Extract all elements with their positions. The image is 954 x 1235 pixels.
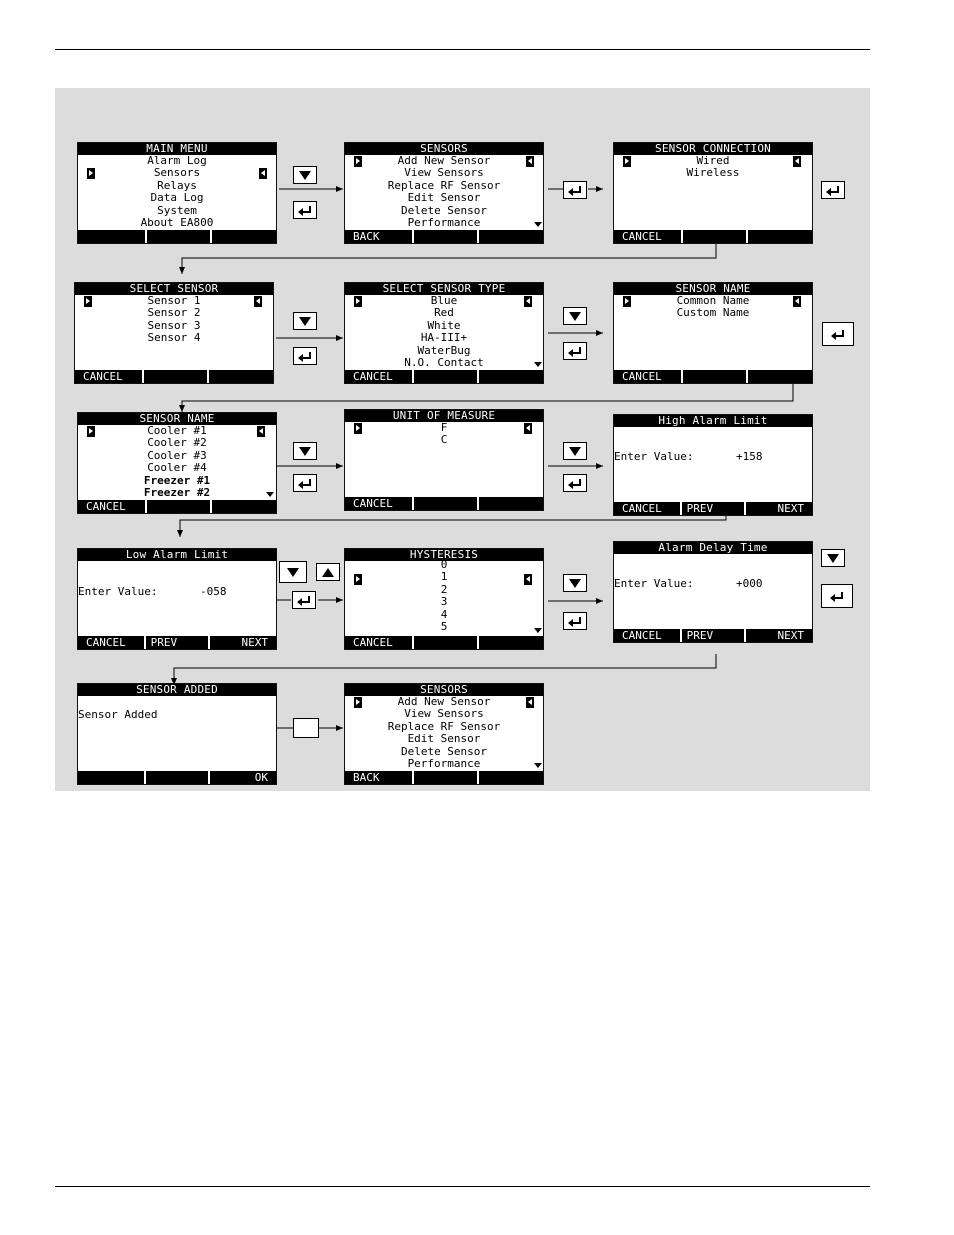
screen-title: Alarm Delay Time [614,542,812,554]
menu-item-replace-rf-sensor[interactable]: Replace RF Sensor [387,719,501,733]
down-key[interactable] [821,549,845,567]
entry-value[interactable]: +158 [736,450,763,463]
screen-sensor-name [613,282,813,384]
up-arrow-icon [322,568,334,577]
scroll-down-icon [534,763,542,768]
screen-unit-of-measure [344,409,544,511]
screen-title: Low Alarm Limit [78,549,276,561]
softkey-cancel[interactable]: CANCEL [353,497,393,510]
enter-icon [298,479,312,488]
enter-key[interactable] [293,347,317,365]
enter-key[interactable] [563,474,587,492]
enter-icon [298,352,312,361]
softkey-back[interactable]: BACK [353,771,380,784]
menu-item-view-sensors[interactable]: View Sensors [404,166,484,180]
screen-title: SENSOR ADDED [78,684,276,696]
screen-sensors [344,142,544,244]
softkey-3[interactable] [746,370,812,383]
down-key[interactable] [279,561,307,583]
screen-main-menu [77,142,277,244]
option-celsius[interactable]: C [440,433,448,447]
option-sensor-4[interactable]: Sensor 4 [147,331,201,345]
down-key[interactable] [563,574,587,592]
enter-icon [568,347,582,356]
enter-key[interactable] [293,201,317,219]
screen-sensor-connection [613,142,813,244]
screen-sensor-name-list [77,412,277,514]
softkey-bar [345,230,543,243]
menu-item-edit-sensor[interactable]: Edit Sensor [407,191,481,205]
down-arrow-icon [299,447,311,456]
softkey-bar [614,370,812,383]
softkey-bar [614,629,812,642]
softkey-next[interactable]: NEXT [744,629,812,642]
selection-right-marker-icon [254,296,262,307]
entry-value[interactable]: +000 [736,577,763,590]
screen-title: High Alarm Limit [614,415,812,427]
option-hysteresis-2[interactable]: 2 [440,582,448,596]
menu-item-replace-rf-sensor[interactable]: Replace RF Sensor [387,178,501,192]
menu-item-data-log[interactable]: Data Log [150,191,204,205]
softkey-cancel[interactable]: CANCEL [622,230,662,243]
down-arrow-icon [569,312,581,321]
option-sensor-1[interactable]: Sensor 1 [147,294,201,307]
selection-left-marker-icon [354,296,362,307]
screen-select-sensor [74,282,274,384]
selection-left-marker-icon [354,156,362,167]
option-hysteresis-5[interactable]: 5 [440,619,448,633]
selection-right-marker-icon [524,574,532,585]
softkey-3[interactable] [746,230,812,243]
selection-right-marker-icon [524,423,532,434]
selection-left-marker-icon [623,296,631,307]
selection-right-marker-icon [524,296,532,307]
softkey-2[interactable] [681,370,747,383]
screen-title: SELECT SENSOR [75,283,273,295]
menu-item-performance[interactable]: Performance [407,215,481,229]
down-arrow-icon [827,554,839,563]
menu-item-alarm-log[interactable]: Alarm Log [147,154,207,167]
enter-key[interactable] [563,612,587,630]
screen-hysteresis [344,548,544,650]
option-freezer-2[interactable]: Freezer #2 [143,485,211,499]
softkey-bar [345,636,543,649]
softkey-2[interactable] [681,230,747,243]
value-entry[interactable] [78,585,227,598]
entry-label: Enter Value: [78,585,158,598]
enter-key[interactable] [821,181,845,199]
option-common-name[interactable]: Common Name [676,294,750,307]
softkey-bar [345,771,543,784]
softkey-cancel[interactable]: CANCEL [622,370,662,383]
option-ha-iii[interactable]: HA-III+ [420,331,468,345]
selection-left-marker-icon [354,574,362,585]
down-key[interactable] [293,166,317,184]
confirmation-message: Sensor Added [78,708,158,721]
softkey-3[interactable] [477,497,543,510]
softkey-3[interactable] [477,771,543,784]
down-key[interactable] [563,442,587,460]
softkey-cancel[interactable]: CANCEL [622,502,662,515]
softkey-2[interactable] [412,230,478,243]
value-entry[interactable] [614,450,763,463]
softkey-cancel[interactable]: CANCEL [353,370,393,383]
softkey-3[interactable] [477,636,543,649]
option-waterbug[interactable]: WaterBug [417,343,471,357]
screen-title: SENSORS [345,684,543,696]
softkey-3[interactable] [477,370,543,383]
softkey-3[interactable] [210,500,276,513]
enter-icon [297,596,311,605]
softkey-bar [345,370,543,383]
option-white[interactable]: White [427,318,461,332]
screen-title: SENSOR NAME [78,413,276,425]
enter-icon [568,186,582,195]
softkey-back[interactable]: BACK [353,230,380,243]
screen-select-sensor-type [344,282,544,384]
softkey-bar [78,771,276,784]
menu-item-performance[interactable]: Performance [407,756,481,770]
screen-alarm-delay-time [613,541,813,643]
menu-item-relays[interactable]: Relays [157,178,197,192]
menu-item-sensors[interactable]: Sensors [153,166,201,180]
enter-icon [298,206,312,215]
softkey-bar [75,370,273,383]
option-wireless[interactable]: Wireless [686,166,740,180]
option-freezer-1[interactable]: Freezer #1 [143,473,211,487]
entry-label: Enter Value: [614,450,694,463]
enter-key[interactable] [822,322,854,346]
screen-title: SENSORS [345,143,543,155]
option-fahrenheit[interactable]: F [440,421,448,434]
softkey-1[interactable] [78,771,144,784]
entry-value[interactable]: -058 [200,585,227,598]
softkey-bar [614,230,812,243]
selection-left-marker-icon [354,423,362,434]
softkey-2[interactable] [412,636,478,649]
option-custom-name[interactable]: Custom Name [676,306,750,320]
screen-high-alarm-limit [613,414,813,516]
down-arrow-icon [287,568,299,577]
option-sensor-3[interactable]: Sensor 3 [147,318,201,332]
option-hysteresis-0[interactable]: 0 [440,558,448,571]
down-arrow-icon [569,579,581,588]
down-key[interactable] [293,312,317,330]
option-hysteresis-4[interactable]: 4 [440,607,448,621]
enter-icon [831,330,845,339]
softkey-prev[interactable]: PREV [144,636,209,649]
blank-key[interactable] [293,718,319,738]
selection-right-marker-icon [259,168,267,179]
option-cooler-4[interactable]: Cooler #4 [147,461,207,475]
selection-right-marker-icon [793,156,801,167]
value-entry[interactable] [614,577,763,590]
screen-sensor-added [77,683,277,785]
menu-item-add-new-sensor[interactable]: Add New Sensor [397,695,491,708]
softkey-bar [345,497,543,510]
menu-item-view-sensors[interactable]: View Sensors [404,707,484,721]
softkey-next[interactable]: NEXT [744,502,812,515]
softkey-ok[interactable]: OK [208,771,276,784]
softkey-2[interactable] [145,500,211,513]
enter-icon [830,592,844,601]
down-arrow-icon [569,447,581,456]
softkey-next[interactable]: NEXT [208,636,276,649]
screen-title: SENSOR NAME [614,283,812,295]
enter-key[interactable] [821,584,853,608]
screen-title: SENSOR CONNECTION [614,143,812,155]
enter-key[interactable] [292,591,316,609]
enter-key[interactable] [563,342,587,360]
softkey-3[interactable] [210,230,276,243]
option-hysteresis-3[interactable]: 3 [440,595,448,609]
menu-item-system[interactable]: System [157,203,197,217]
softkey-2[interactable] [144,771,209,784]
selection-left-marker-icon [87,426,95,437]
option-red[interactable]: Red [434,306,454,320]
softkey-bar [78,500,276,513]
screen-title: HYSTERESIS [345,549,543,561]
menu-item-edit-sensor[interactable]: Edit Sensor [407,732,481,746]
option-cooler-1[interactable]: Cooler #1 [147,424,207,437]
selection-right-marker-icon [526,156,534,167]
option-cooler-2[interactable]: Cooler #2 [147,436,207,450]
enter-icon [826,186,840,195]
softkey-1[interactable] [78,230,145,243]
selection-left-marker-icon [354,697,362,708]
selection-right-marker-icon [793,296,801,307]
down-arrow-icon [299,171,311,180]
softkey-cancel[interactable]: CANCEL [83,370,123,383]
scroll-down-icon [534,222,542,227]
entry-label: Enter Value: [614,577,694,590]
option-cooler-3[interactable]: Cooler #3 [147,448,207,462]
softkey-cancel[interactable]: CANCEL [86,636,126,649]
menu-item-about[interactable]: About EA800 [140,215,214,229]
softkey-2[interactable] [145,230,211,243]
menu-item-add-new-sensor[interactable]: Add New Sensor [397,154,491,167]
softkey-cancel[interactable]: CANCEL [353,636,393,649]
softkey-2[interactable] [412,370,478,383]
softkey-prev[interactable]: PREV [680,629,745,642]
softkey-3[interactable] [207,370,273,383]
option-no-contact[interactable]: N.O. Contact [404,355,484,369]
option-sensor-2[interactable]: Sensor 2 [147,306,201,320]
softkey-cancel[interactable]: CANCEL [622,629,662,642]
screen-title: SELECT SENSOR TYPE [345,283,543,295]
scroll-down-icon [534,628,542,633]
down-arrow-icon [299,317,311,326]
enter-key[interactable] [293,474,317,492]
softkey-bar [614,502,812,515]
screen-title: MAIN MENU [78,143,276,155]
menu-item-delete-sensor[interactable]: Delete Sensor [400,744,488,758]
screen-sensors-return [344,683,544,785]
softkey-prev[interactable]: PREV [680,502,745,515]
menu-item-delete-sensor[interactable]: Delete Sensor [400,203,488,217]
selection-right-marker-icon [526,697,534,708]
softkey-bar [78,230,276,243]
option-wired[interactable]: Wired [696,154,730,167]
scroll-down-icon [534,362,542,367]
down-key[interactable] [293,442,317,460]
screen-title: UNIT OF MEASURE [345,410,543,422]
softkey-3[interactable] [477,230,543,243]
enter-key[interactable] [563,181,587,199]
scroll-down-icon [266,492,274,497]
softkey-2[interactable] [412,497,478,510]
screen-low-alarm-limit [77,548,277,650]
down-key[interactable] [563,307,587,325]
enter-icon [568,617,582,626]
selection-left-marker-icon [87,168,95,179]
option-blue[interactable]: Blue [430,294,458,307]
softkey-2[interactable] [412,771,478,784]
selection-left-marker-icon [623,156,631,167]
softkey-bar [78,636,276,649]
selection-left-marker-icon [84,296,92,307]
up-key[interactable] [316,563,340,581]
softkey-2[interactable] [142,370,208,383]
softkey-cancel[interactable]: CANCEL [86,500,126,513]
selection-right-marker-icon [257,426,265,437]
option-hysteresis-1[interactable]: 1 [440,570,448,584]
top-rule [55,49,870,50]
bottom-rule [55,1186,870,1187]
enter-icon [568,479,582,488]
